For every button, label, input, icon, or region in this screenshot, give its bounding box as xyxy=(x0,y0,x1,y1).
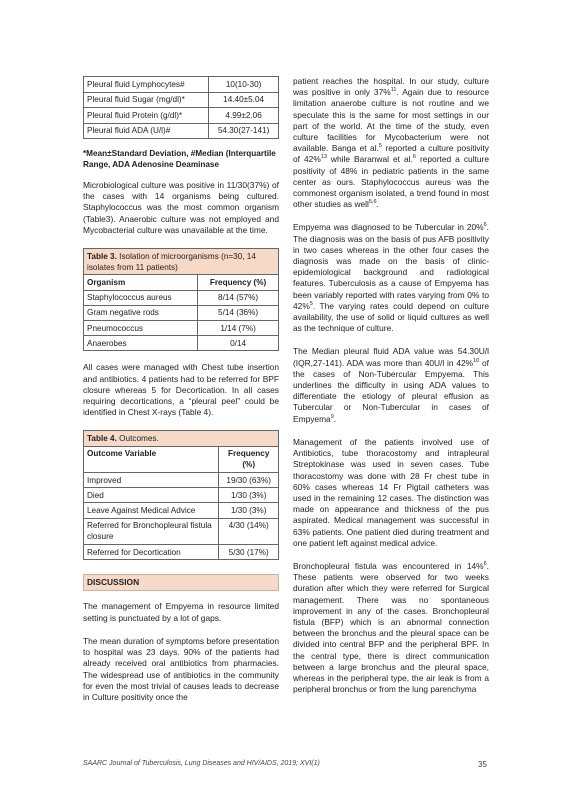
paragraph: patient reaches the hospital. In our study, culture was positive in only 37%$^{11}$. Again due to resource limitation anaerobe culture is not routine and we speculate this is the same for most settings in our part of the world. At the time of the study, even culture facilities for Mycobacterium were not available. Banga et al.$^5$ reported a culture positivity of 42%$^{13}$ while Baranwal et al.$^6$ reported a culture positivity of 48% in pediatric patients in the same center as ours. Staphylococcus aureus was the commonest organism isolated, a trend found in most other studies as well$^{5,6}$. xyxy=(293,76,489,210)
table-row xyxy=(84,488,279,503)
table-header-row xyxy=(84,275,279,290)
table-cell: Pneumococcus xyxy=(84,321,198,336)
table-cell: Staphylococcus aureus xyxy=(84,290,198,305)
table-caption: Table 3. Isolation of microorganisms (n=30, 14 isolates from 11 patients) xyxy=(84,249,279,275)
table-caption-row xyxy=(84,249,279,275)
table-cell: Improved xyxy=(84,473,219,488)
paragraph: The management of Empyema in resource limited setting is punctuated by a lot of gaps. xyxy=(83,601,279,623)
table-cell: 5/30 (17%) xyxy=(219,545,279,560)
table-caption: Table 4. Outcomes. xyxy=(84,431,279,446)
table-cell: 14.40±5.04 xyxy=(209,92,279,108)
left-column xyxy=(83,76,279,715)
table-cell: 4/30 (14%) xyxy=(219,518,279,544)
journal-footer: SAARC Journal of Tuberculosis, Lung Diseases and HIV/AIDS, 2019; XVI(1) xyxy=(83,760,320,767)
paragraph: Empyema was diagnosed to be Tubercular in 20%$^6$. The diagnosis was on the basis of pus AFB positivity in two cases whereas in the other four cases the diagnosis was made on the basis of clinic-epidemiological background and radiological features. Tuberculosis as a cause of Empyema has been variably reported with rates varying from 0% to 42%$^5$. The varying rates could depend on culture availability, the use of solid or liquid cultures as well as the technique of culture. xyxy=(293,222,489,334)
table-cell: 54.30(27-141) xyxy=(209,123,279,139)
table-cell: 5/14 (36%) xyxy=(198,305,279,320)
table-caption-row xyxy=(84,431,279,446)
table-cell: Pleural fluid Protein (g/dl)* xyxy=(84,108,209,124)
table-row xyxy=(84,545,279,560)
paragraph: All cases were managed with Chest tube insertion and antibiotics. 4 patients had to be referred for BPF closure whereas 5 for Decortication. In all cases requiring decortications, a “pleural peel” could be identified in Chest X-rays (Table 4). xyxy=(83,362,279,418)
citation: 10 xyxy=(473,357,480,364)
citation: 11 xyxy=(390,87,397,94)
table-row xyxy=(84,290,279,305)
table-cell: 4.99±2.06 xyxy=(209,108,279,124)
table-row xyxy=(84,473,279,488)
column-header: Outcome Variable xyxy=(84,446,219,472)
paragraph: Management of the patients involved use of Antibiotics, tube thoracostomy and intrapleural Streptokinase was used in seven cases. Tube thoracostomy was done with 28 Fr chest tube in 60% cases whereas 14 Fr Pigtail catheters was used in the remaining 12 cases. The distinction was made on appearance and thickness of the pus aspirated. Medical management was successful in 63% patients. One patient died during treatment and one patient left against medical advice. xyxy=(293,436,489,548)
table-2-continuation xyxy=(83,76,279,139)
table-cell: 1/30 (3%) xyxy=(219,488,279,503)
table-3 xyxy=(83,248,279,351)
citation: 9 xyxy=(330,413,334,420)
table-cell: 1/30 (3%) xyxy=(219,503,279,518)
paragraph: The mean duration of symptoms before presentation to hospital was 23 days. 90% of the patients had already received oral antibiotics from pharmacies. The widespread use of antibiotics in the community for even the most trivial of causes leads to decrease in Culture positivity once the xyxy=(83,635,279,702)
table-4 xyxy=(83,430,279,560)
table-cell: 8/14 (57%) xyxy=(198,290,279,305)
table-cell: Gram negative rods xyxy=(84,305,198,320)
table-cell: Referred for Decortication xyxy=(84,545,219,560)
table-header-row xyxy=(84,446,279,472)
right-column xyxy=(293,76,489,707)
citation: 6 xyxy=(412,154,416,161)
column-header: Frequency (%) xyxy=(219,446,279,472)
paragraph: Microbiological culture was positive in 11/30(37%) of the cases with 14 organisms being cultured. Staphylococcus was the most common organism (Table3). Anaerobic culture was not employed and Mycobacterial culture was unavailable at the time. xyxy=(83,180,279,235)
table-cell: 10(10-30) xyxy=(209,77,279,93)
table-row xyxy=(84,77,279,93)
table-cell: Pleural fluid Sugar (mg/dl)* xyxy=(84,92,209,108)
table-row xyxy=(84,518,279,544)
table-row xyxy=(84,305,279,320)
table-cell: Pleural fluid ADA (U/l)# xyxy=(84,123,209,139)
citation: 6 xyxy=(483,222,487,229)
citation: 5 xyxy=(378,143,382,150)
citation: 5 xyxy=(309,301,313,308)
table-row xyxy=(84,321,279,336)
table-row xyxy=(84,336,279,351)
paragraph: Bronchopleural fistula was encountered in 14%$^6$. These patients were observed for two weeks duration after which they were referred for Surgical management. There was no spontaneous improvement in any of the cases. Bronchopleural fistula (BFP) which is an abnormal connection between the bronchus and the pleural space can be divided into central BFP and the peripheral BPF. In the central type, there is direct communication between a large bronchus and the pleural space, whereas in the peripheral type, the air leak is from a peripheral bronchus or from the lung parenchyma xyxy=(293,560,489,695)
paragraph: The Median pleural fluid ADA value was 54.30U/l (IQR,27-141). ADA was more than 40U/l in 42%$^{10}$ of the cases of Non-Tubercular Empyema. This underlines the difficulty in using ADA values to differentiate the etiology of pleural effusion as Tubercular or Non-Tubercular in cases of Empyema$^9$. xyxy=(293,346,490,424)
citation: 5,6 xyxy=(368,199,377,206)
citation: 6 xyxy=(483,561,487,568)
table-cell: Referred for Bronchopleural fistula closure xyxy=(84,518,219,544)
page-number: 35 xyxy=(478,760,487,769)
table-row xyxy=(84,92,279,108)
table-cell: 1/14 (7%) xyxy=(198,321,279,336)
table-row xyxy=(84,108,279,124)
table-cell: Anaerobes xyxy=(84,336,198,351)
table-cell: Died xyxy=(84,488,219,503)
table-cell: Pleural fluid Lymphocytes# xyxy=(84,77,209,93)
table-cell: Leave Against Medical Advice xyxy=(84,503,219,518)
table-row xyxy=(84,503,279,518)
discussion-heading: DISCUSSION xyxy=(83,574,279,591)
column-header: Frequency (%) xyxy=(198,275,279,290)
table-cell: 0/14 xyxy=(198,336,279,351)
table-cell: 19/30 (63%) xyxy=(219,473,279,488)
citation: 13 xyxy=(320,154,327,161)
table-row xyxy=(84,123,279,139)
column-header: Organism xyxy=(84,275,198,290)
table-footnote: *Mean±Standard Deviation, #Median (Interquartile Range, ADA Adenosine Deaminase xyxy=(83,149,276,169)
